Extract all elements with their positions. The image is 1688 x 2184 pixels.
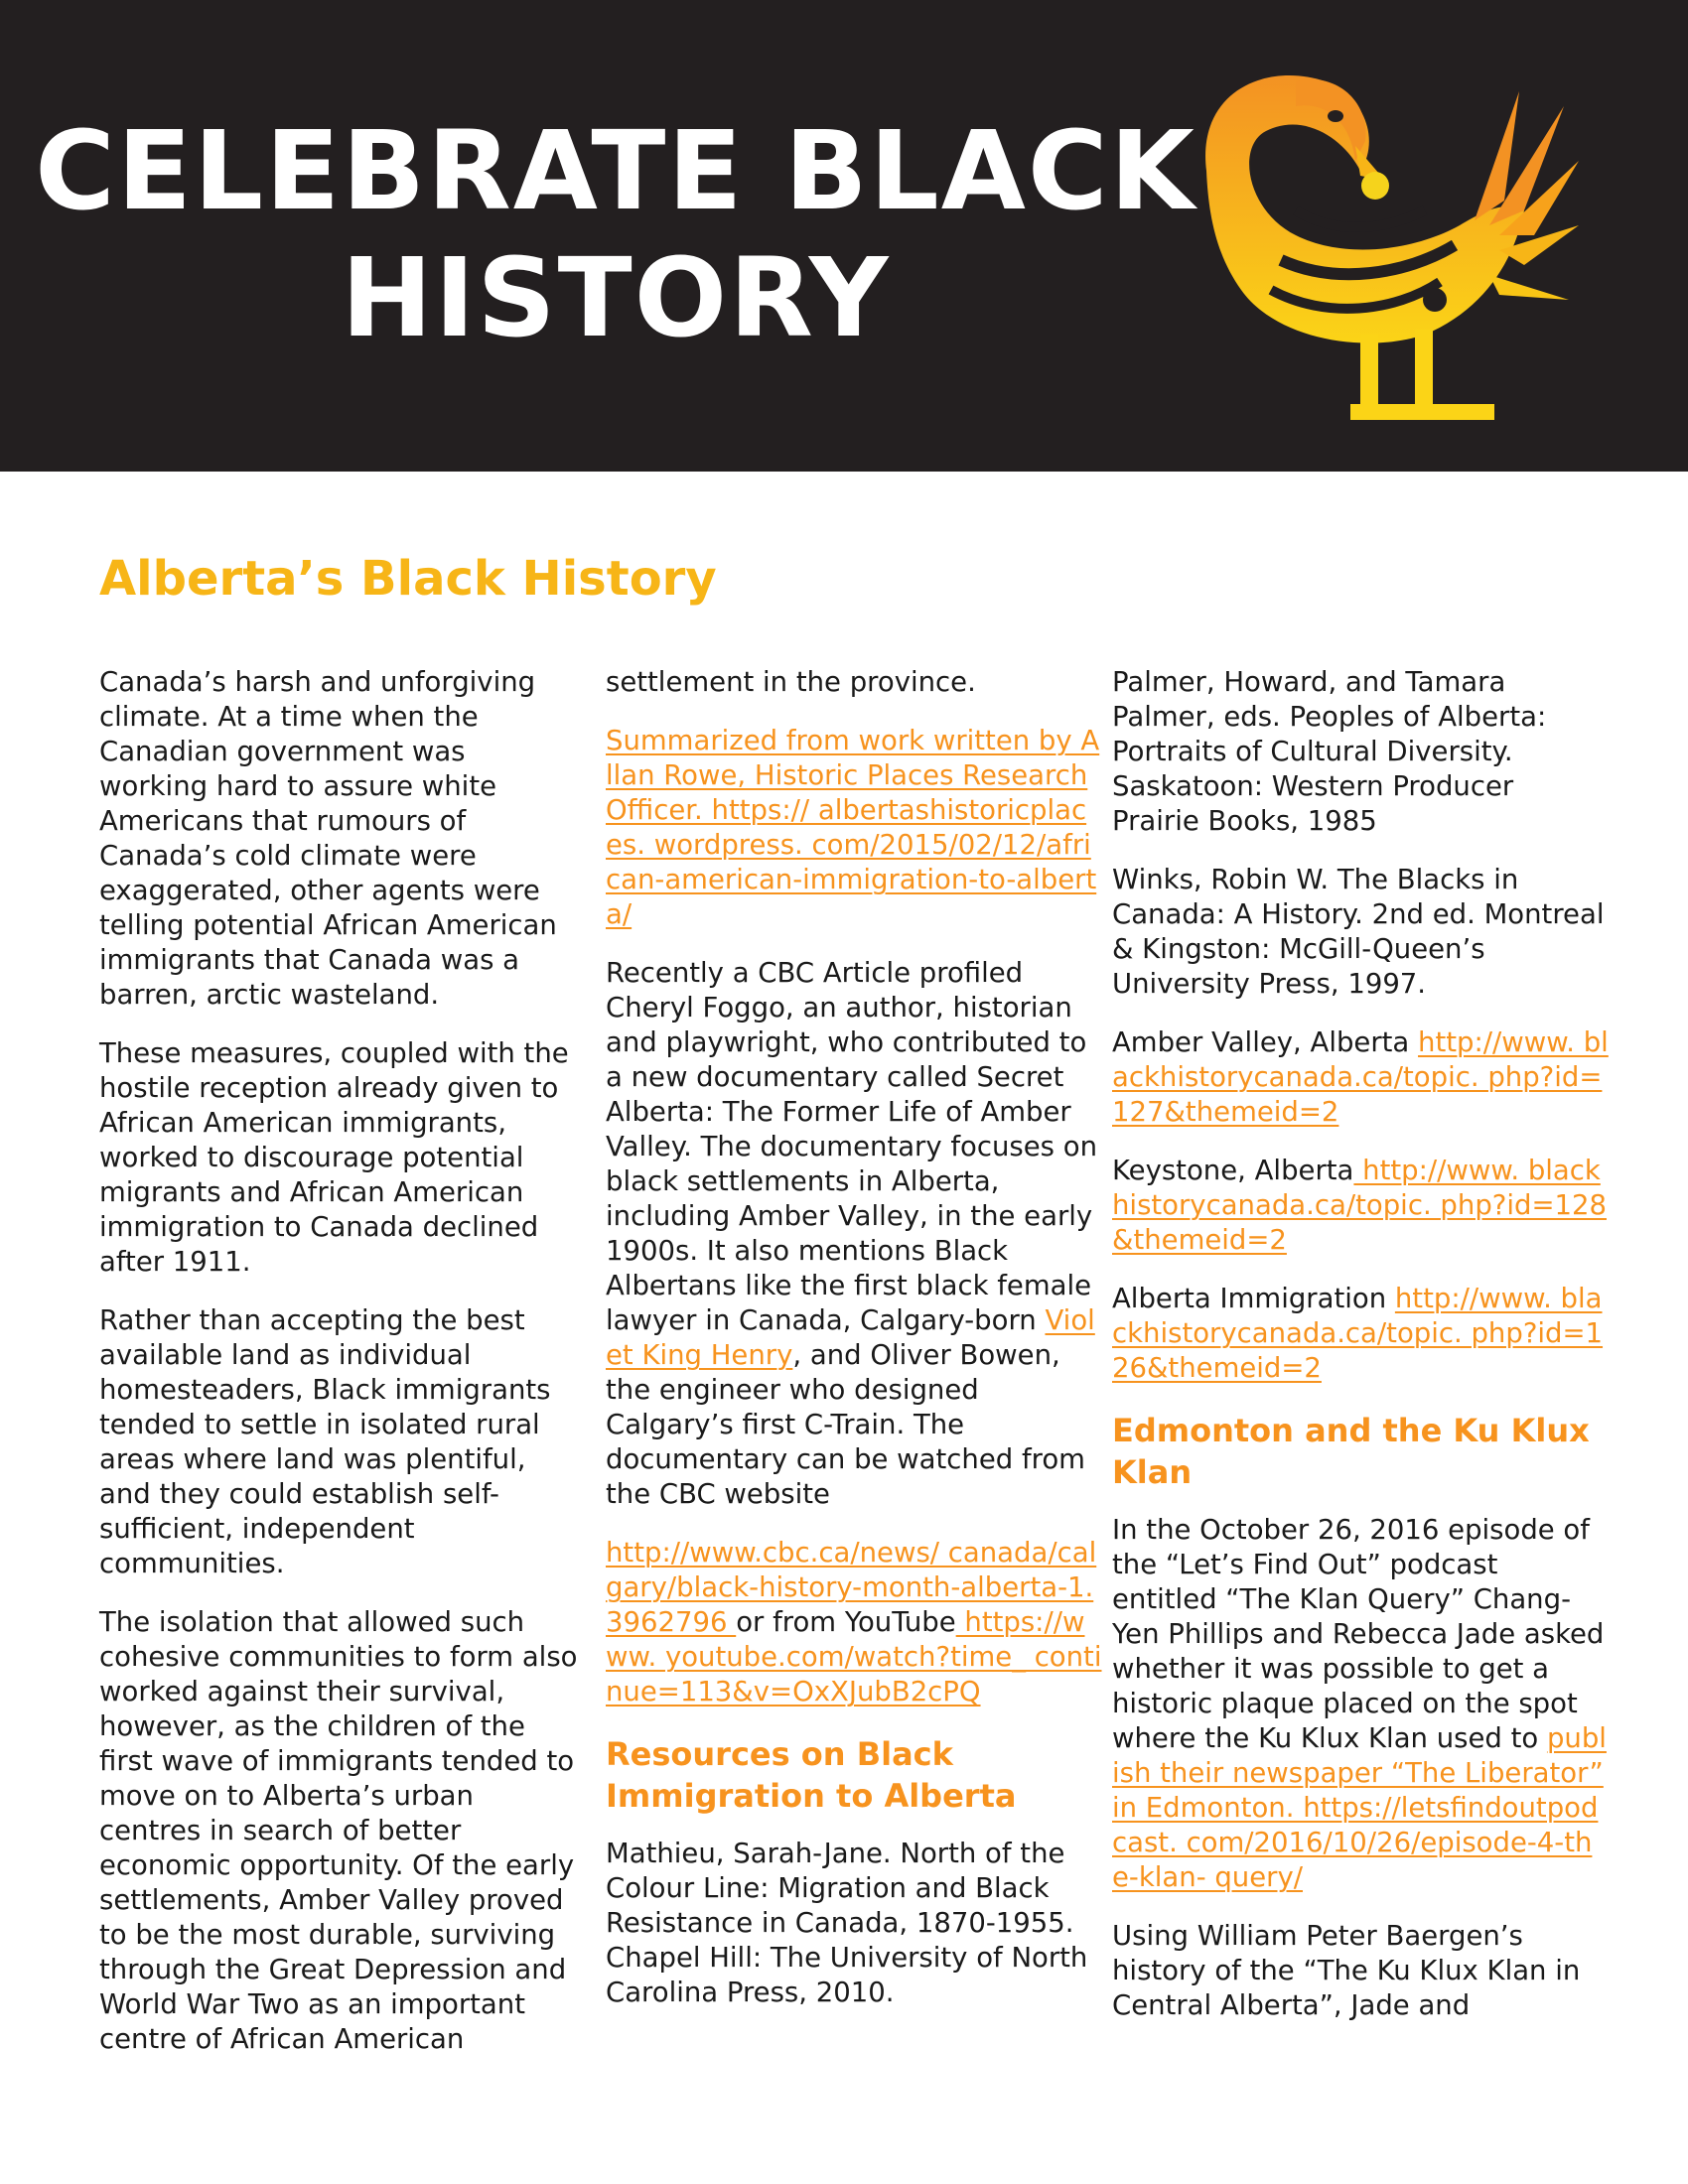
- source-paragraph: [606, 724, 1102, 932]
- amber-valley-reference: [1112, 1025, 1609, 1130]
- column-2: [606, 665, 1102, 2034]
- paragraph: Canada’s harsh and unforgiving climate. At a time when the Canadian government was working hard to assure white Americans that rumours of Canada’s cold climate were exaggerated, other agents were telling potential African American immigrants that Canada was a barren, arctic wasteland.: [99, 666, 557, 1011]
- sankofa-bird-icon: [1187, 52, 1584, 439]
- cbc-link[interactable]: http://www.cbc.ca/news/ canada/calgary/black-history-month-alberta-1.3962796: [606, 1537, 1097, 1638]
- paragraph: The isolation that allowed such cohesive communities to form also worked against their survival, however, as the children of the first wave of immigrants tended to move on to Alberta’s urban centres in search of better economic opportunity. Of the early settlements, Amber Valley proved to be the most durable, surviving through the Great Depression and World War Two as an important centre of African American: [99, 1606, 578, 2055]
- paragraph: [1112, 1513, 1609, 1895]
- paragraph-text: , and Oliver Bowen, the engineer who designed Calgary’s first C-Train. The documentary can be watched from the CBC website: [606, 1339, 1085, 1510]
- paragraph-text: In the October 26, 2016 episode of the “Let’s Find Out” podcast entitled “The Klan Query” Chang-Yen Phillips and Rebecca Jade asked whether it was possible to get a historic plaque placed on the spot where the Ku Klux Klan used to: [1112, 1514, 1605, 1754]
- keystone-link[interactable]: http://www. blackhistorycanada.ca/topic. php?id=128&themeid=2: [1112, 1155, 1607, 1256]
- paragraph: Rather than accepting the best available land as individual homesteaders, Black immigrants tended to settle in isolated rural areas where land was plentiful, and they could establish self-sufficient, independent communities.: [99, 1304, 551, 1579]
- reference-label: Amber Valley, Alberta: [1112, 1026, 1419, 1058]
- reference: Winks, Robin W. The Blacks in Canada: A History. 2nd ed. Montreal & Kingston: McGill-Queen’s University Press, 1997.: [1112, 864, 1605, 1000]
- section-title: Alberta’s Black History: [99, 551, 717, 607]
- paragraph: These measures, coupled with the hostile reception already given to African American immigrants, worked to discourage potential migrants and African American immigration to Canada declined after 1911.: [99, 1037, 569, 1278]
- reference-label: Keystone, Alberta: [1112, 1155, 1354, 1186]
- title-line-1: CELEBRATE BLACK: [35, 107, 1196, 234]
- paragraph: [606, 956, 1102, 1512]
- paragraph: Using William Peter Baergen’s history of the “The Ku Klux Klan in Central Alberta”, Jade and: [1112, 1920, 1581, 2021]
- keystone-reference: [1112, 1154, 1609, 1258]
- title-line-2: HISTORY: [341, 234, 891, 361]
- page-title: [0, 107, 1231, 361]
- immigration-reference: [1112, 1282, 1609, 1386]
- youtube-link[interactable]: https://www. youtube.com/watch?time_ continue=113&v=OxXJubB2cPQ: [606, 1606, 1102, 1707]
- amber-valley-link[interactable]: http://www. blackhistorycanada.ca/topic. php?id=127&themeid=2: [1112, 1026, 1609, 1128]
- reference: Palmer, Howard, and Tamara Palmer, eds. Peoples of Alberta: Portraits of Cultural Diversity. Saskatoon: Western Producer Prairie Books, 1985: [1112, 666, 1547, 837]
- podcast-link[interactable]: publish their newspaper “The Liberator” in Edmonton. https://letsfindoutpodcast. com/2016/10/26/episode-4-the-klan- query/: [1112, 1722, 1607, 1893]
- reference: Mathieu, Sarah-Jane. North of the Colour Line: Migration and Black Resistance in Canada, 1870-1955. Chapel Hill: The University of North Carolina Press, 2010.: [606, 1838, 1088, 2008]
- violet-king-henry-link[interactable]: Violet King Henry: [606, 1304, 1095, 1371]
- source-link[interactable]: Summarized from work written by Allan Rowe, Historic Places Research Officer. https:// albertashistoricplaces. wordpress. com/2015/02/12/african-american-immigration-to-alberta/: [606, 725, 1100, 930]
- video-links-paragraph: [606, 1536, 1102, 1709]
- alberta-immigration-link[interactable]: http://www. blackhistorycanada.ca/topic. php?id=126&themeid=2: [1112, 1283, 1604, 1384]
- paragraph-text: Recently a CBC Article profiled Cheryl Foggo, an author, historian and playwright, who contributed to a new documentary called Secret Alberta: The Former Life of Amber Valley. The documentary focuses on black settlements in Alberta, including Amber Valley, in the early 1900s. It also mentions Black Albertans like the first black female lawyer in Canada, Calgary-born: [606, 957, 1097, 1336]
- column-1: [99, 665, 581, 2081]
- kkk-heading: Edmonton and the Ku Klux Klan: [1112, 1412, 1590, 1491]
- paragraph: settlement in the province.: [606, 666, 976, 698]
- header-banner: [0, 0, 1688, 472]
- reference-label: Alberta Immigration: [1112, 1283, 1395, 1314]
- column-3: [1112, 665, 1609, 2047]
- or-text: or from YouTube: [736, 1606, 956, 1638]
- resources-heading: Resources on Black Immigration to Alberta: [606, 1735, 1017, 1815]
